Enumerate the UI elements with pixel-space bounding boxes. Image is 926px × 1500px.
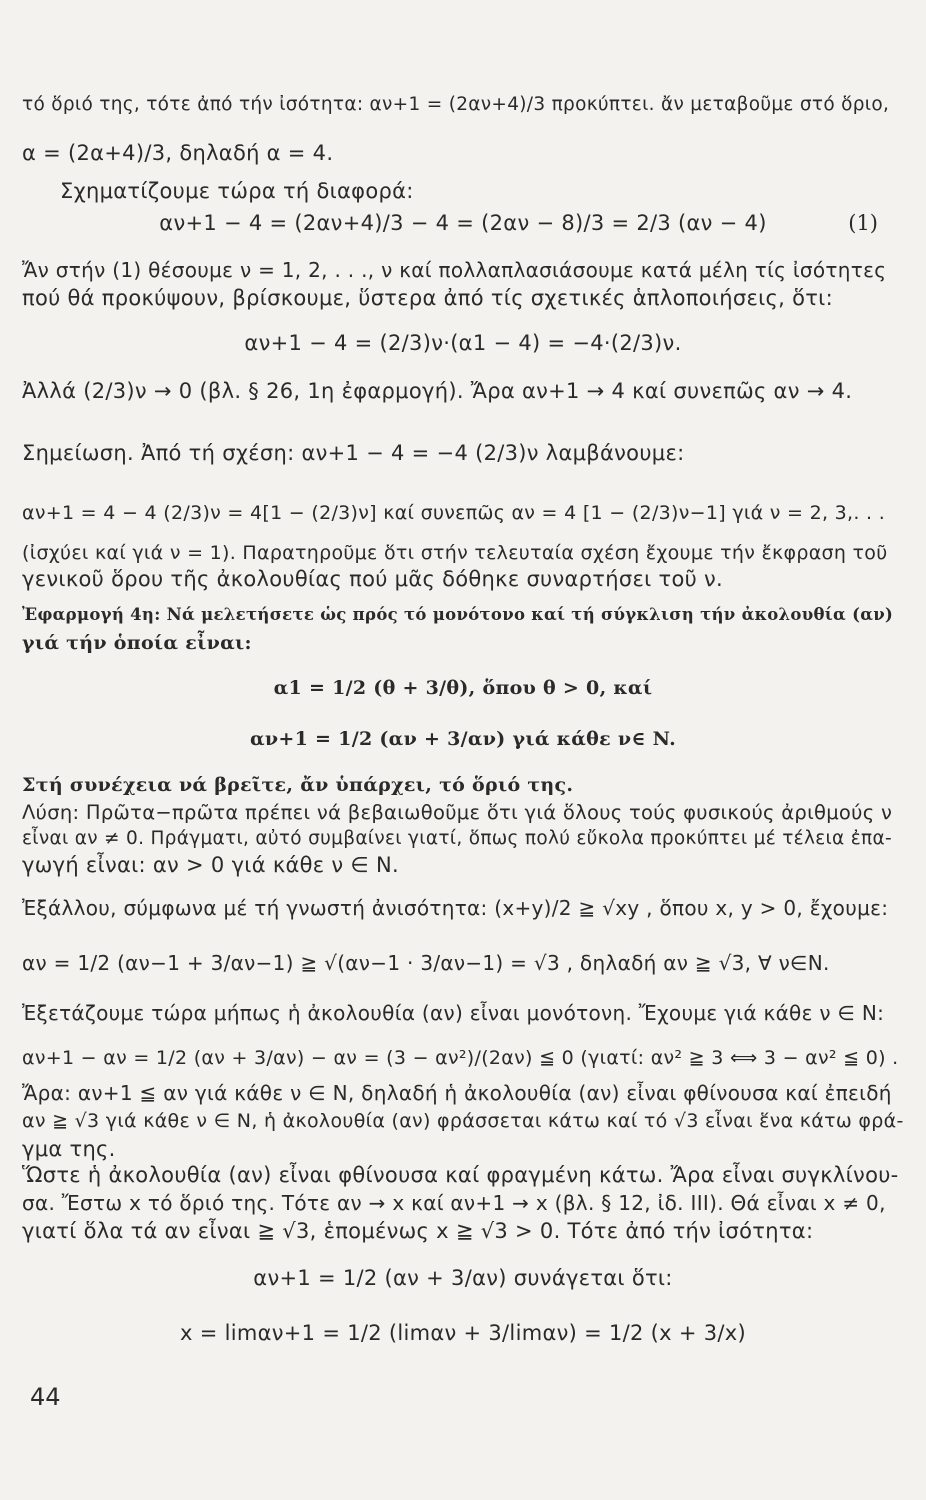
text-line: Ὥστε ἡ ἀκολουθία (αν) εἶναι φθίνουσα καί φραγμένη κάτω. Ἄρα εἶναι συγκλίνου- — [22, 1163, 899, 1187]
text-line: τό ὅριό της, τότε ἀπό τήν ἰσότητα: αν+1 = (2αν+4)/3 προκύπτει. ἄν μεταβοῦμε στό ὅριο, — [22, 94, 890, 115]
equation-number: (1) — [848, 211, 878, 235]
equation-line: αν+1 − αν = 1/2 (αν + 3/αν) − αν = (3 − αν²)/(2αν) ≦ 0 (γιατί: αν² ≧ 3 ⟺ 3 − αν² ≦ 0) . — [22, 1047, 899, 1069]
equation-line: αν = 1/2 (αν−1 + 3/αν−1) ≧ √(αν−1 · 3/αν−1) = √3 , δηλαδή αν ≧ √3, ∀ ν∈N. — [22, 951, 830, 975]
text-line: γωγή εἶναι: αν > 0 γιά κάθε ν ∈ N. — [22, 853, 399, 877]
equation-line: α1 = 1/2 (θ + 3/θ), ὅπου θ > 0, καί — [273, 677, 653, 699]
text-line: Στή συνέχεια νά βρεῖτε, ἄν ὑπάρχει, τό ὅριό της. — [22, 774, 574, 796]
equation-line: αν+1 = 1/2 (αν + 3/αν) συνάγεται ὅτι: — [253, 1266, 673, 1290]
note-line: Σημείωση. Ἀπό τή σχέση: αν+1 − 4 = −4 (2/3)ν λαμβάνουμε: — [22, 441, 685, 465]
text-line: αν ≧ √3 γιά κάθε ν ∈ N, ἡ ἀκολουθία (αν) φράσσεται κάτω καί τό √3 εἶναι ἕνα κάτω φρά- — [22, 1110, 904, 1132]
text-line: πού θά προκύψουν, βρίσκουμε, ὕστερα ἀπό τίς σχετικές ἁπλοποιήσεις, ὅτι: — [22, 286, 833, 310]
text-line: Ἀλλά (2/3)ν → 0 (βλ. § 26, 1η ἐφαρμογή). Ἄρα αν+1 → 4 καί συνεπῶς αν → 4. — [22, 379, 853, 403]
text-line: εἶναι αν ≠ 0. Πράγματι, αὐτό συμβαίνει γιατί, ὅπως πολύ εὔκολα προκύπτει μέ τέλεια ἐπα- — [22, 828, 892, 849]
text-line: Ἐξετάζουμε τώρα μήπως ἡ ἀκολουθία (αν) εἶναι μονότονη. Ἔχουμε γιά κάθε ν ∈ N: — [22, 1001, 885, 1025]
equation-line: αν+1 = 1/2 (αν + 3/αν) γιά κάθε ν∈ N. — [249, 728, 676, 750]
text-line: Ἄν στήν (1) θέσουμε ν = 1, 2, . . ., ν καί πολλαπλασιάσουμε κατά μέλη τίς ἰσότητες — [22, 258, 887, 282]
text-line: γενικοῦ ὅρου τῆς ἀκολουθίας πού μᾶς δόθηκε συναρτήσει τοῦ ν. — [22, 567, 724, 591]
equation-line: αν+1 − 4 = (2αν+4)/3 − 4 = (2αν − 8)/3 = 2/3 (αν − 4) — [159, 211, 767, 235]
exercise-heading: Ἐφαρμογή 4η: Νά μελετήσετε ὡς πρός τό μονότονο καί τή σύγκλιση τήν ἀκολουθία (αν) — [22, 605, 894, 624]
text-line: γιά τήν ὁποία εἶναι: — [22, 632, 252, 654]
text-line: Ἐξάλλου, σύμφωνα μέ τή γνωστή ἀνισότητα: (x+y)/2 ≧ √xy , ὅπου x, y > 0, ἔχουμε: — [22, 896, 889, 920]
text-line: σα. Ἔστω x τό ὅριό της. Τότε αν → x καί αν+1 → x (βλ. § 12, ἰδ. III). Θά εἶναι x ≠ 0, — [22, 1191, 886, 1215]
text-line: γιατί ὅλα τά αν εἶναι ≧ √3, ἑπομένως x ≧ √3 > 0. Τότε ἀπό τήν ἰσότητα: — [22, 1219, 814, 1243]
text-line: Σχηματίζουμε τώρα τή διαφορά: — [60, 179, 414, 203]
text-line: α = (2α+4)/3, δηλαδή α = 4. — [22, 141, 334, 165]
equation-line: αν+1 = 4 − 4 (2/3)ν = 4[1 − (2/3)ν] καί συνεπῶς αν = 4 [1 − (2/3)ν−1] γιά ν = 2, 3,. . . — [22, 502, 886, 524]
text-line: Ἄρα: αν+1 ≦ αν γιά κάθε ν ∈ N, δηλαδή ἡ ἀκολουθία (αν) εἶναι φθίνουσα καί ἐπειδή — [22, 1081, 892, 1105]
equation-line: x = limαν+1 = 1/2 (limαν + 3/limαν) = 1/2 (x + 3/x) — [180, 1321, 746, 1345]
text-line: (ἰσχύει καί γιά ν = 1). Παρατηροῦμε ὅτι στήν τελευταία σχέση ἔχουμε τήν ἔκφραση τοῦ — [22, 542, 888, 564]
solution-line: Λύση: Πρῶτα−πρῶτα πρέπει νά βεβαιωθοῦμε ὅτι γιά ὅλους τούς φυσικούς ἀριθμούς ν — [22, 801, 893, 824]
text-line: γμα της. — [22, 1137, 116, 1161]
equation-line: αν+1 − 4 = (2/3)ν·(α1 − 4) = −4·(2/3)ν. — [244, 331, 682, 355]
page-number: 44 — [30, 1383, 61, 1411]
